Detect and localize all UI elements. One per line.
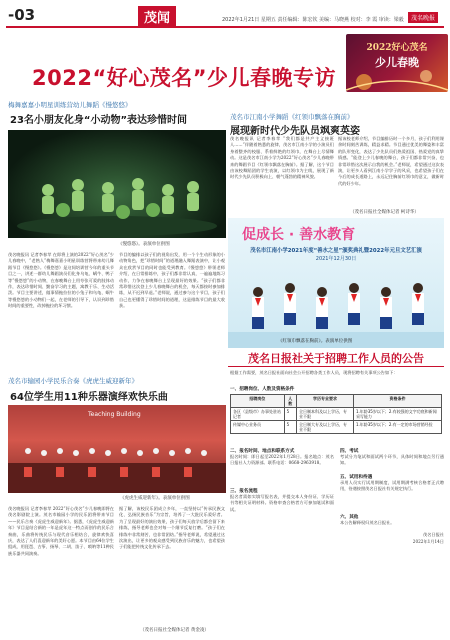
story1-photo — [8, 130, 226, 238]
banner-line2: 少儿春晚 — [375, 56, 419, 69]
story1-kicker: 梅舞嘉嘉小明星训练营幼儿舞蹈《慢悠悠》 — [8, 101, 132, 109]
notice-section4-text: 考试分为笔试和面试两个环节，具体时间和地点另行通知。 — [340, 454, 444, 466]
story1-column2: 节目的编排以孩子们的视角出发，用一个个生动形象的小动物角色，把“珍惜时间”的道理融入舞蹈表演中，让小观众在欣赏节目的同时也能受到教育。《慢悠悠》带领老师介绍，在日常排练中，孩子们都非常认真，一遍遍地练习动作，力争在春晚舞台上呈现最好的效果。“孩子们都非常珍惜这次登上少儿春晚舞台的机会，每天都按时参加排练，从不迟到早退。”老师说，通过参与这个节目，孩子们自己也更懂得了珍惜时间的道理，这是排练节目的最大收获。 — [119, 252, 225, 309]
table-cell: 1.年龄35岁以下；2.有较强的文字功底和新闻采写能力 — [353, 408, 441, 421]
story2-kicker: 茂名市江南小学舞蹈《红领巾飘落在胸前》 — [230, 113, 354, 121]
page-header — [0, 0, 450, 30]
table-cell: 各区（县级市）办事处驻站记者 — [231, 408, 285, 421]
newspaper-logo: 茂名晚报 — [408, 12, 438, 23]
dateline: 2022年1月21日 星期五 责任编辑：陈宏钦 美编：马晓燕 校对：李 霞 审读：梁毅 — [222, 17, 404, 23]
banner-line1: 2022好心茂名 — [366, 43, 428, 53]
story2-photo-caption: 《红领巾飘落在胸前》。表演单位供图 — [278, 339, 353, 344]
table-header: 资格条件 — [353, 395, 441, 408]
table-row — [231, 421, 442, 434]
notice-section3: 三、报名流程 — [230, 489, 258, 494]
story3-headline: 64位学生用11种乐器演绎欢快乐曲 — [10, 392, 168, 403]
notice-section6: 六、其他 — [340, 515, 359, 520]
notice-rule — [228, 366, 444, 367]
notice-section2: 二、报名时间、地点和联系方式 — [230, 449, 295, 454]
section-name: 茂闻 — [138, 6, 176, 27]
story2-column2: 据该校老师介绍，节目编排历时一个多月，孩子们利用课余时间刻苦训练，精益求精。节目通过优美的舞姿和丰富的队形变化，表达了少先队员们热爱祖国、热爱党的真挚情感。“能登上少儿春晚的舞台，孩子们都非常兴奋，也非常珍惜这次展示自我的机会。”老师说，希望通过这次表演，让更多人看到江南小学学子的风采，也希望孩子们在今后的成长道路上，永远记住胸前红领巾的意义，做新时代的好少年。 — [338, 136, 444, 186]
story3-column1: 茂名晚报讯 记者李春苹 2022“好心茂名”少儿春晚即将在茂名影剧院上演。茂名市输园小学的民乐团将带来节目——民乐合奏《虎虎生威迎新年》。据悉，《虎虎生威迎新年》节目是结合新的一年是虎年这一特点而创作的民乐合奏曲，乐曲将传统民乐与现代音乐相结合，旋律欢快喜庆，表达了人们喜迎新年的美好心愿。本节目由64位学生组成，用琵琶、古筝、扬琴、二胡、笛子、唢呐等11种民族乐器共同演奏。 — [8, 506, 114, 556]
orchestra-image-icon — [8, 423, 226, 493]
notice-right-column — [340, 448, 444, 634]
table-cell: 全日制大专及以上学历，专业不限 — [296, 421, 353, 434]
story1-photo-caption: 《慢悠悠》。表演单位供图 — [118, 242, 170, 247]
jobs-table — [230, 394, 442, 434]
table-cell: 5 — [284, 421, 296, 434]
page-number: -03 — [8, 6, 36, 24]
story2-credit: （茂名日报社全媒体记者 柯诗华） — [350, 210, 419, 215]
photo-date-text: 2021年12月30日 — [315, 256, 357, 262]
notice-intro: 根据工作需要，茂名日报社面向社会公开招聘各类工作人员，现将招聘有关事项公告如下： — [230, 370, 398, 375]
story3-photo — [8, 405, 226, 493]
notice-section2-text: 报名时间：即日起至2022年1月28日。报名地点：茂名日报社人力资源部。联系电话：0668-2963918。 — [230, 454, 334, 466]
story3-photo-caption: 《虎虎生威迎新年》。表演单位供图 — [120, 496, 190, 501]
notice-section6-text: 本公告解释权归茂名日报社。 — [340, 520, 395, 525]
table-header: 人数 — [284, 395, 296, 408]
story1-column1: 茂名晚报讯 记者李春苹 在即将上演的2022“好心茂名”少儿春晚中，“老熟人”梅舞嘉嘉小明星训练营将带来幼儿舞蹈节目《慢悠悠》。《慢悠悠》是这间培训营今年的重头节目之一，讲述一群幼儿舞蹈演员们化身乌龟、蜗牛、鸭子等“慢悠悠”的小动物，在春晚舞台上用夸张可爱的肢体动作，表达珍惜时间、勤奋学习的主题，寓教于乐、生动活泼。节目主要讲述，做事情拖拉拉的小兔子和乌龟、蜗牛等慢悠悠的小动物们一起，在老师的引导下，认识到珍惜时间的重要性，改掉拖拉的坏习惯。 — [8, 252, 114, 309]
spring-gala-banner — [346, 34, 448, 92]
notice-section5-text: 录用人员实行试用期制度，试用期满考核合格者正式聘用，待遇按照茂名日报社有关规定执行。 — [340, 480, 444, 492]
table-header: 学历专业要求 — [296, 395, 353, 408]
header-rule — [6, 26, 444, 28]
photo-event-text: 茂名市江南小学2021年度“善水之星”颁奖典礼暨2022年元旦文艺汇演 — [250, 248, 422, 254]
story3-kicker: 茂名市输园小学民乐合奏《虎虎生威迎新年》 — [8, 377, 138, 385]
performers-image-icon — [228, 262, 444, 348]
table-cell: 1.年龄35岁以下；2.有一定的市场营销经验 — [353, 421, 441, 434]
dancers-image-icon — [8, 130, 226, 238]
story3-column2: 据了解，该校民乐团成立多年，一直坚持以“传承民族文化、弘扬民族音乐”为宗旨，培养了一大批民乐爱好者。为了呈现最好的演出效果，孩子们每天放学后都会留下来排练，指导老师也会对每一个细节反复打磨。“孩子们在排练中非常刻苦，也非常团结。”指导老师说，希望通过这次演出，让更多的观众感受到民族音乐的魅力，也希望孩子们能把传统文化传承下去。 — [119, 506, 225, 550]
notice-section3-text: 报名者需如实填写报名表，并提交本人身份证、学历证书等相关证明材料。资格审查合格者方可参加笔试和面试。 — [230, 494, 334, 512]
notice-title: 茂名日报社关于招聘工作人员的公告 — [248, 352, 424, 365]
feature-title: 2022“好心茂名”少儿春晚专访 — [32, 66, 337, 90]
notice-left-column — [230, 448, 334, 634]
notice-sign-date: 2022年1月14日 — [412, 539, 444, 544]
story2-photo — [228, 218, 444, 348]
stage-building-text: Teaching Building — [88, 411, 141, 418]
notice-section4: 四、考试 — [340, 449, 359, 454]
notice-section1: 一、招聘岗位、人数及资格条件 — [230, 387, 295, 392]
story2-headline: 展现新时代少先队员飒爽英姿 — [230, 126, 360, 137]
table-header: 招聘岗位 — [231, 395, 285, 408]
notice-section5: 五、试用和待遇 — [340, 475, 373, 480]
notice-sign-org: 茂名日报社 — [423, 532, 444, 537]
story2-column1: 茂名晚报讯 记者李春苹 “我们都是共产主义接班人……”伴随着熟悉的旋律，茂名市江南小学的小演员们身着整齐的校服、系着鲜艳的红领巾，在舞台上尽情舞动。这是茂名市江南小学为2022“好心茂名”少儿春晚带来的舞蹈节目《红领巾飘落在胸前》。据了解，这个节目由该校舞蹈团的学生表演，以红领巾为主线，展现了新时代少先队员积极向上、朝气蓬勃的精神风貌。 — [230, 136, 334, 180]
story3-credit: （茂名日报社全媒体记者 黄金凌） — [140, 628, 209, 633]
table-row — [231, 408, 442, 421]
table-cell: 传媒中心业务员 — [231, 421, 285, 434]
table-cell: 全日制本科及以上学历，专业不限 — [296, 408, 353, 421]
photo-banner-text: 促成长 · 善水教育 — [242, 227, 356, 243]
table-cell: 5 — [284, 408, 296, 421]
banner-decoration-icon — [346, 64, 448, 92]
story1-headline: 23名小朋友化身“小动物”表达珍惜时间 — [10, 115, 188, 126]
